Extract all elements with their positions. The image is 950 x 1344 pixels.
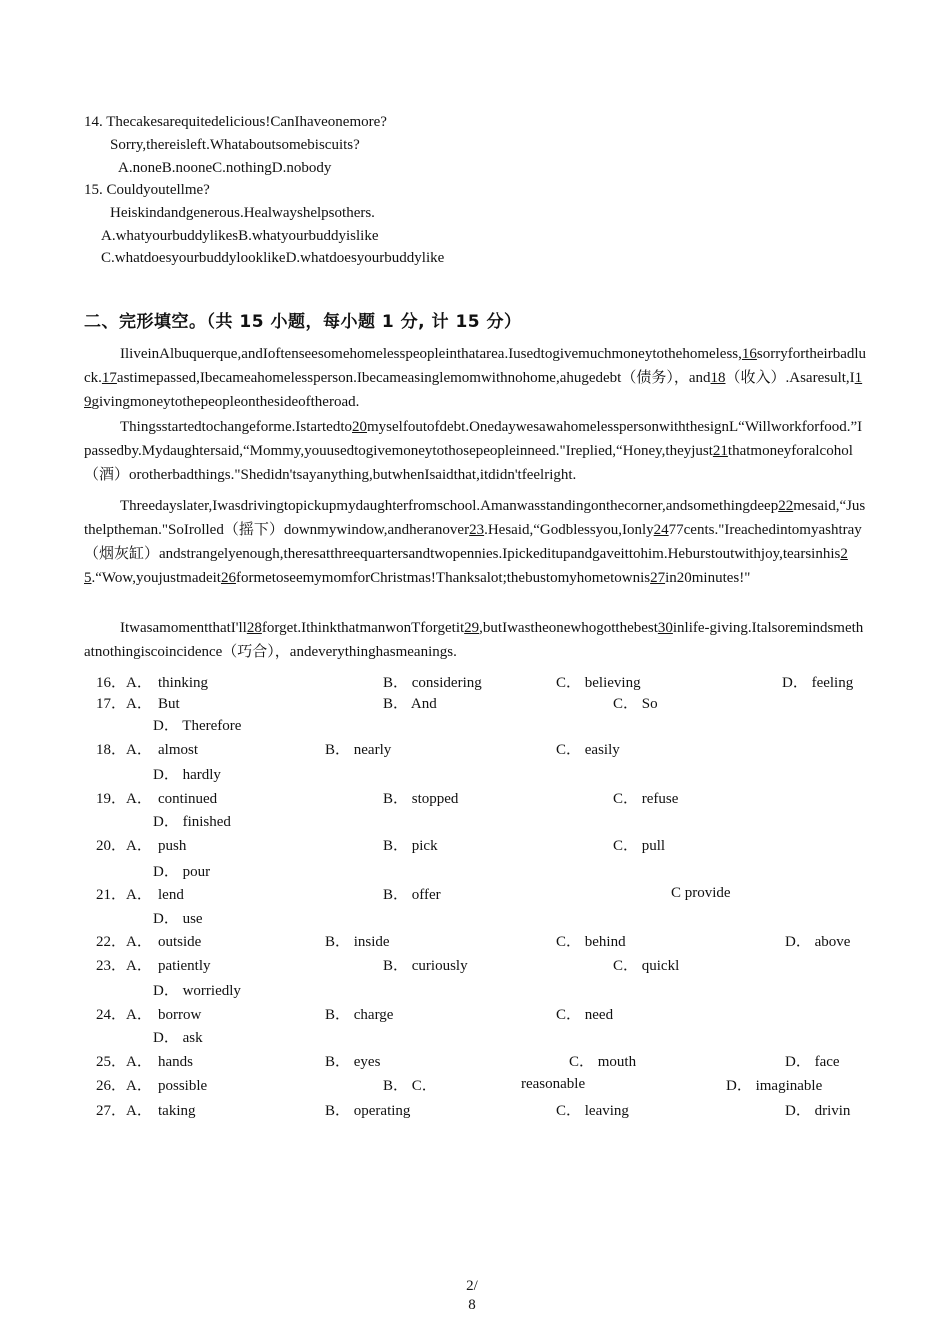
blank-17: 17 (101, 370, 117, 386)
option-c: C． leaving (556, 1103, 629, 1119)
blank-24: 24 (653, 522, 669, 538)
blank-22: 22 (778, 498, 794, 514)
q15-options-cd: C.whatdoesyourbuddylooklikeD.whatdoesyourbuddylike (101, 250, 445, 266)
p3-text: Threedayslater,Iwasdrivingtopickupmydaughterfromschool.Amanwasstandingonthecorner,andsomethingdeep (120, 498, 779, 514)
option-a: But (158, 696, 180, 712)
option-number: 27．A． (96, 1103, 152, 1119)
option-d: D． pour (153, 864, 211, 880)
p2-text: myselfoutofdebt.OnedaywesawahomelesspersonwiththesignL“Willworkforfood.”Ipassedby.Mydaughtersaid,“Mommy,youusedtogivemoneytothosepeopleinneed."Ireplied,“Honey,theyjust (84, 419, 863, 459)
option-b: B． charge (325, 1007, 394, 1023)
option-a: possible (158, 1078, 208, 1094)
p2-text: thatmoneyforalcohol（酒）orotherbadthings."Shedidn'tsayanything,butwhenIsaidthat,itdidn'tfeelright. (84, 443, 853, 483)
blank-28: 28 (246, 620, 262, 636)
p1-text: sorryfortheirbadluck. (84, 346, 867, 386)
p2-text: Thingsstartedtochangeforme.Istartedto (120, 419, 353, 435)
p4-text: ItwasamomentthatI'll (120, 620, 247, 636)
q15-options-ab: A.whatyourbuddylikesB.whatyourbuddyislike (101, 228, 379, 244)
option-number: 26．A． (96, 1078, 152, 1094)
q14-options: A.noneB.nooneC.nothingD.nobody (118, 160, 332, 176)
option-number: 17．A． (96, 696, 152, 712)
blank-21: 21 (712, 443, 728, 459)
blank-27: 27 (650, 570, 666, 586)
option-d: D． finished (153, 814, 231, 830)
option-number: 23．A． (96, 958, 152, 974)
p4-text: ,butIwastheonewhogotthebest (479, 620, 658, 636)
option-a: continued (158, 791, 218, 807)
option-a: lend (158, 887, 184, 903)
blank-25: 25 (84, 546, 848, 586)
option-b: B． operating (325, 1103, 411, 1119)
blank-16: 16 (741, 346, 757, 362)
option-number: 22．A． (96, 934, 152, 950)
passage-paragraph-3 (84, 494, 868, 590)
option-b: B． C． (383, 1078, 437, 1094)
option-number: 20．A． (96, 838, 152, 854)
option-number: 21．A． (96, 887, 152, 903)
q15-response: Heiskindandgenerous.Healwayshelpsothers. (110, 205, 375, 221)
option-number: 25．A． (96, 1054, 152, 1070)
p3-text: mesaid,“Justhelptheman."SoIrolled（摇下）downmywindow,andheranover (84, 498, 866, 538)
option-b: B． And (383, 696, 437, 712)
p4-text: inlife-giving.Italsoremindsmethatnothingiscoincidence（巧合），andeverythinghasmeanings. (84, 620, 864, 660)
p1-text: （收入）.Asaresult,I (725, 370, 855, 386)
option-c: C provide (671, 885, 731, 901)
passage-paragraph-4 (84, 616, 868, 664)
option-d: D． above (785, 934, 851, 950)
p4-text: forget.IthinkthatmanwonTforgetit (261, 620, 465, 636)
option-d: D． Therefore (153, 718, 242, 734)
option-b: B． inside (325, 934, 390, 950)
option-a: hands (158, 1054, 193, 1070)
blank-23: 23 (469, 522, 485, 538)
p3-text: formetoseemymomforChristmas!Thanksalot;thebustomyhometownis (235, 570, 651, 586)
p1-text: givingmoneytothepeopleonthesideoftheroad. (91, 394, 360, 410)
option-d: D． imaginable (726, 1078, 823, 1094)
option-a: outside (158, 934, 202, 950)
option-b: B． eyes (325, 1054, 381, 1070)
option-c: C． behind (556, 934, 626, 950)
blank-30: 30 (657, 620, 673, 636)
option-c: C． mouth (569, 1054, 637, 1070)
option-a: almost (158, 742, 198, 758)
blank-20: 20 (352, 419, 368, 435)
option-c: C． believing (556, 675, 641, 691)
page-number: 2/ (466, 1278, 478, 1294)
section-heading: 二、完形填空。（共 15 小题，每小题 1 分, 计 15 分） (84, 312, 522, 332)
option-c: C． So (613, 696, 658, 712)
q14-response: Sorry,thereisleft.Whataboutsomebiscuits? (110, 137, 360, 153)
option-d: D． ask (153, 1030, 203, 1046)
option-b: B． curiously (383, 958, 468, 974)
option-d: D． drivin (785, 1103, 851, 1119)
option-a: borrow (158, 1007, 202, 1023)
p1-text: IliveinAlbuquerque,andIoftenseesomehomelesspeopleinthatarea.Iusedtogivemuchmoneytothehomeless, (120, 346, 742, 362)
blank-19: 19 (84, 370, 863, 410)
option-number: 16．A． (96, 675, 152, 691)
option-a: patiently (158, 958, 211, 974)
option-b: B． pick (383, 838, 438, 854)
blank-26: 26 (220, 570, 236, 586)
option-a: taking (158, 1103, 196, 1119)
blank-29: 29 (464, 620, 480, 636)
option-d: D． hardly (153, 767, 221, 783)
option-b: B． offer (383, 887, 441, 903)
blank-18: 18 (710, 370, 726, 386)
option-d: D． worriedly (153, 983, 241, 999)
p3-text: .“Wow,youjustmadeit (91, 570, 221, 586)
option-c: C． pull (613, 838, 666, 854)
option-d: D． face (785, 1054, 840, 1070)
option-c: reasonable (521, 1076, 586, 1092)
option-number: 19．A． (96, 791, 152, 807)
option-number: 24．A． (96, 1007, 152, 1023)
option-c: C． quickl (613, 958, 680, 974)
option-d: D． use (153, 911, 203, 927)
p3-text: 77cents."Ireachedintomyashtray（烟灰缸）andstrangelyenough,theresatthreequartersandtwopennies.Ipickeditupandgaveittohim.Heburstoutwithjoy,tearsinhis (84, 522, 862, 562)
option-d: D． feeling (782, 675, 854, 691)
option-b: B． considering (383, 675, 482, 691)
p3-text: in20minutes!" (665, 570, 751, 586)
p1-text: astimepassed,Ibecameahomelessperson.Ibecameasinglemomwithnohome,ahugedebt（债务），and (116, 370, 711, 386)
passage-paragraph-1 (84, 342, 868, 414)
option-a: thinking (158, 675, 209, 691)
passage-paragraph-2 (84, 415, 868, 487)
option-b: B． nearly (325, 742, 392, 758)
option-c: C． refuse (613, 791, 679, 807)
page-total: 8 (468, 1297, 476, 1313)
q15-stem: 15. Couldyoutellme? (84, 182, 210, 198)
p3-text: .Hesaid,“Godblessyou,Ionly (484, 522, 654, 538)
option-b: B． stopped (383, 791, 459, 807)
option-number: 18．A． (96, 742, 152, 758)
option-c: C． easily (556, 742, 620, 758)
q14-stem: 14. Thecakesarequitedelicious!CanIhaveonemore? (84, 114, 387, 130)
option-a: push (158, 838, 187, 854)
option-c: C． need (556, 1007, 614, 1023)
